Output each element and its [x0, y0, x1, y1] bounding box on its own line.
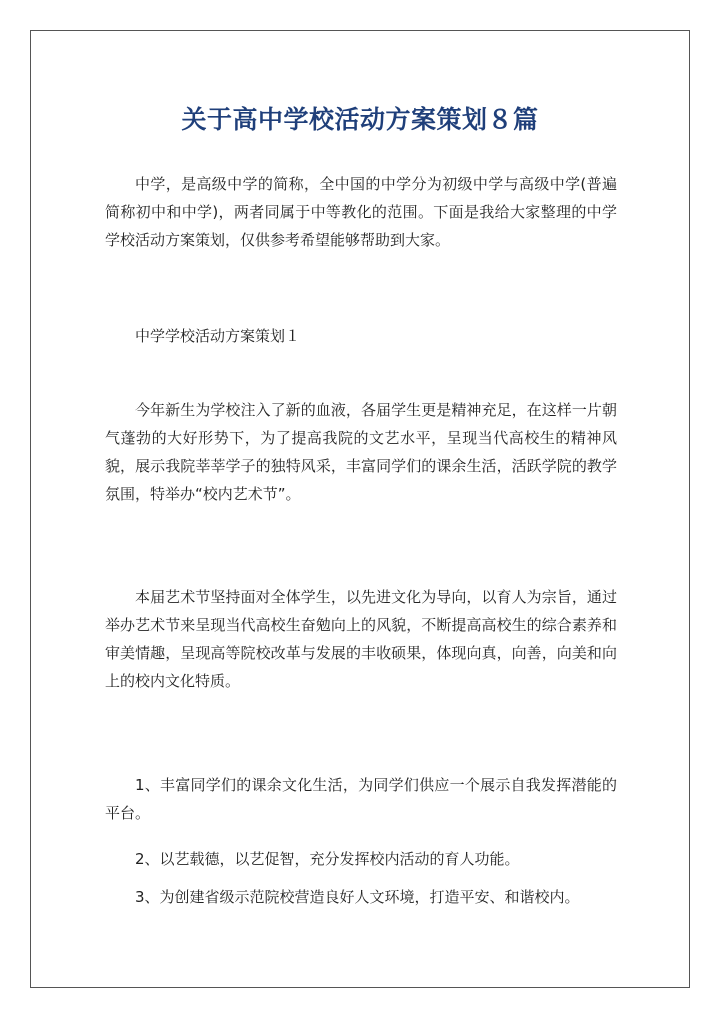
document-title: 关于高中学校活动方案策划８篇: [181, 105, 539, 134]
body-paragraph-1: 今年新生为学校注入了新的血液，各届学生更是精神充足，在这样一片朝气蓬勃的大好形势下，为了提高我院的文艺水平，呈现当代高校生的精神风貌，展示我院莘莘学子的独特风采，丰富同学们的课余生活，活跃学院的教学氛围，特举办“校内艺术节”。: [105, 401, 617, 503]
body-paragraph-2: 本届艺术节坚持面对全体学生，以先进文化为导向，以育人为宗旨，通过举办艺术节来呈现当代高校生奋勉向上的风貌，不断提高高校生的综合素养和审美情趣，呈现高等院校改革与发展的丰收硕果，体现向真，向善，向美和向上的校内文化特质。: [105, 588, 617, 690]
list-item-2: 2、以艺载德，以艺促智，充分发挥校内活动的育人功能。: [135, 850, 520, 868]
list-item-1: 1、丰富同学们的课余文化生活，为同学们供应一个展示自我发挥潜能的平台。: [105, 776, 617, 822]
intro-paragraph: 中学，是高级中学的简称，全中国的中学分为初级中学与高级中学(普遍简称初中和中学)，两者同属于中等教化的范围。下面是我给大家整理的中学学校活动方案策划，仅供参考希望能够帮助到大家。: [105, 175, 617, 249]
list-item-3: 3、为创建省级示范院校营造良好人文环境，打造平安、和谐校内。: [135, 888, 580, 906]
section-heading: 中学学校活动方案策划１: [135, 327, 301, 345]
